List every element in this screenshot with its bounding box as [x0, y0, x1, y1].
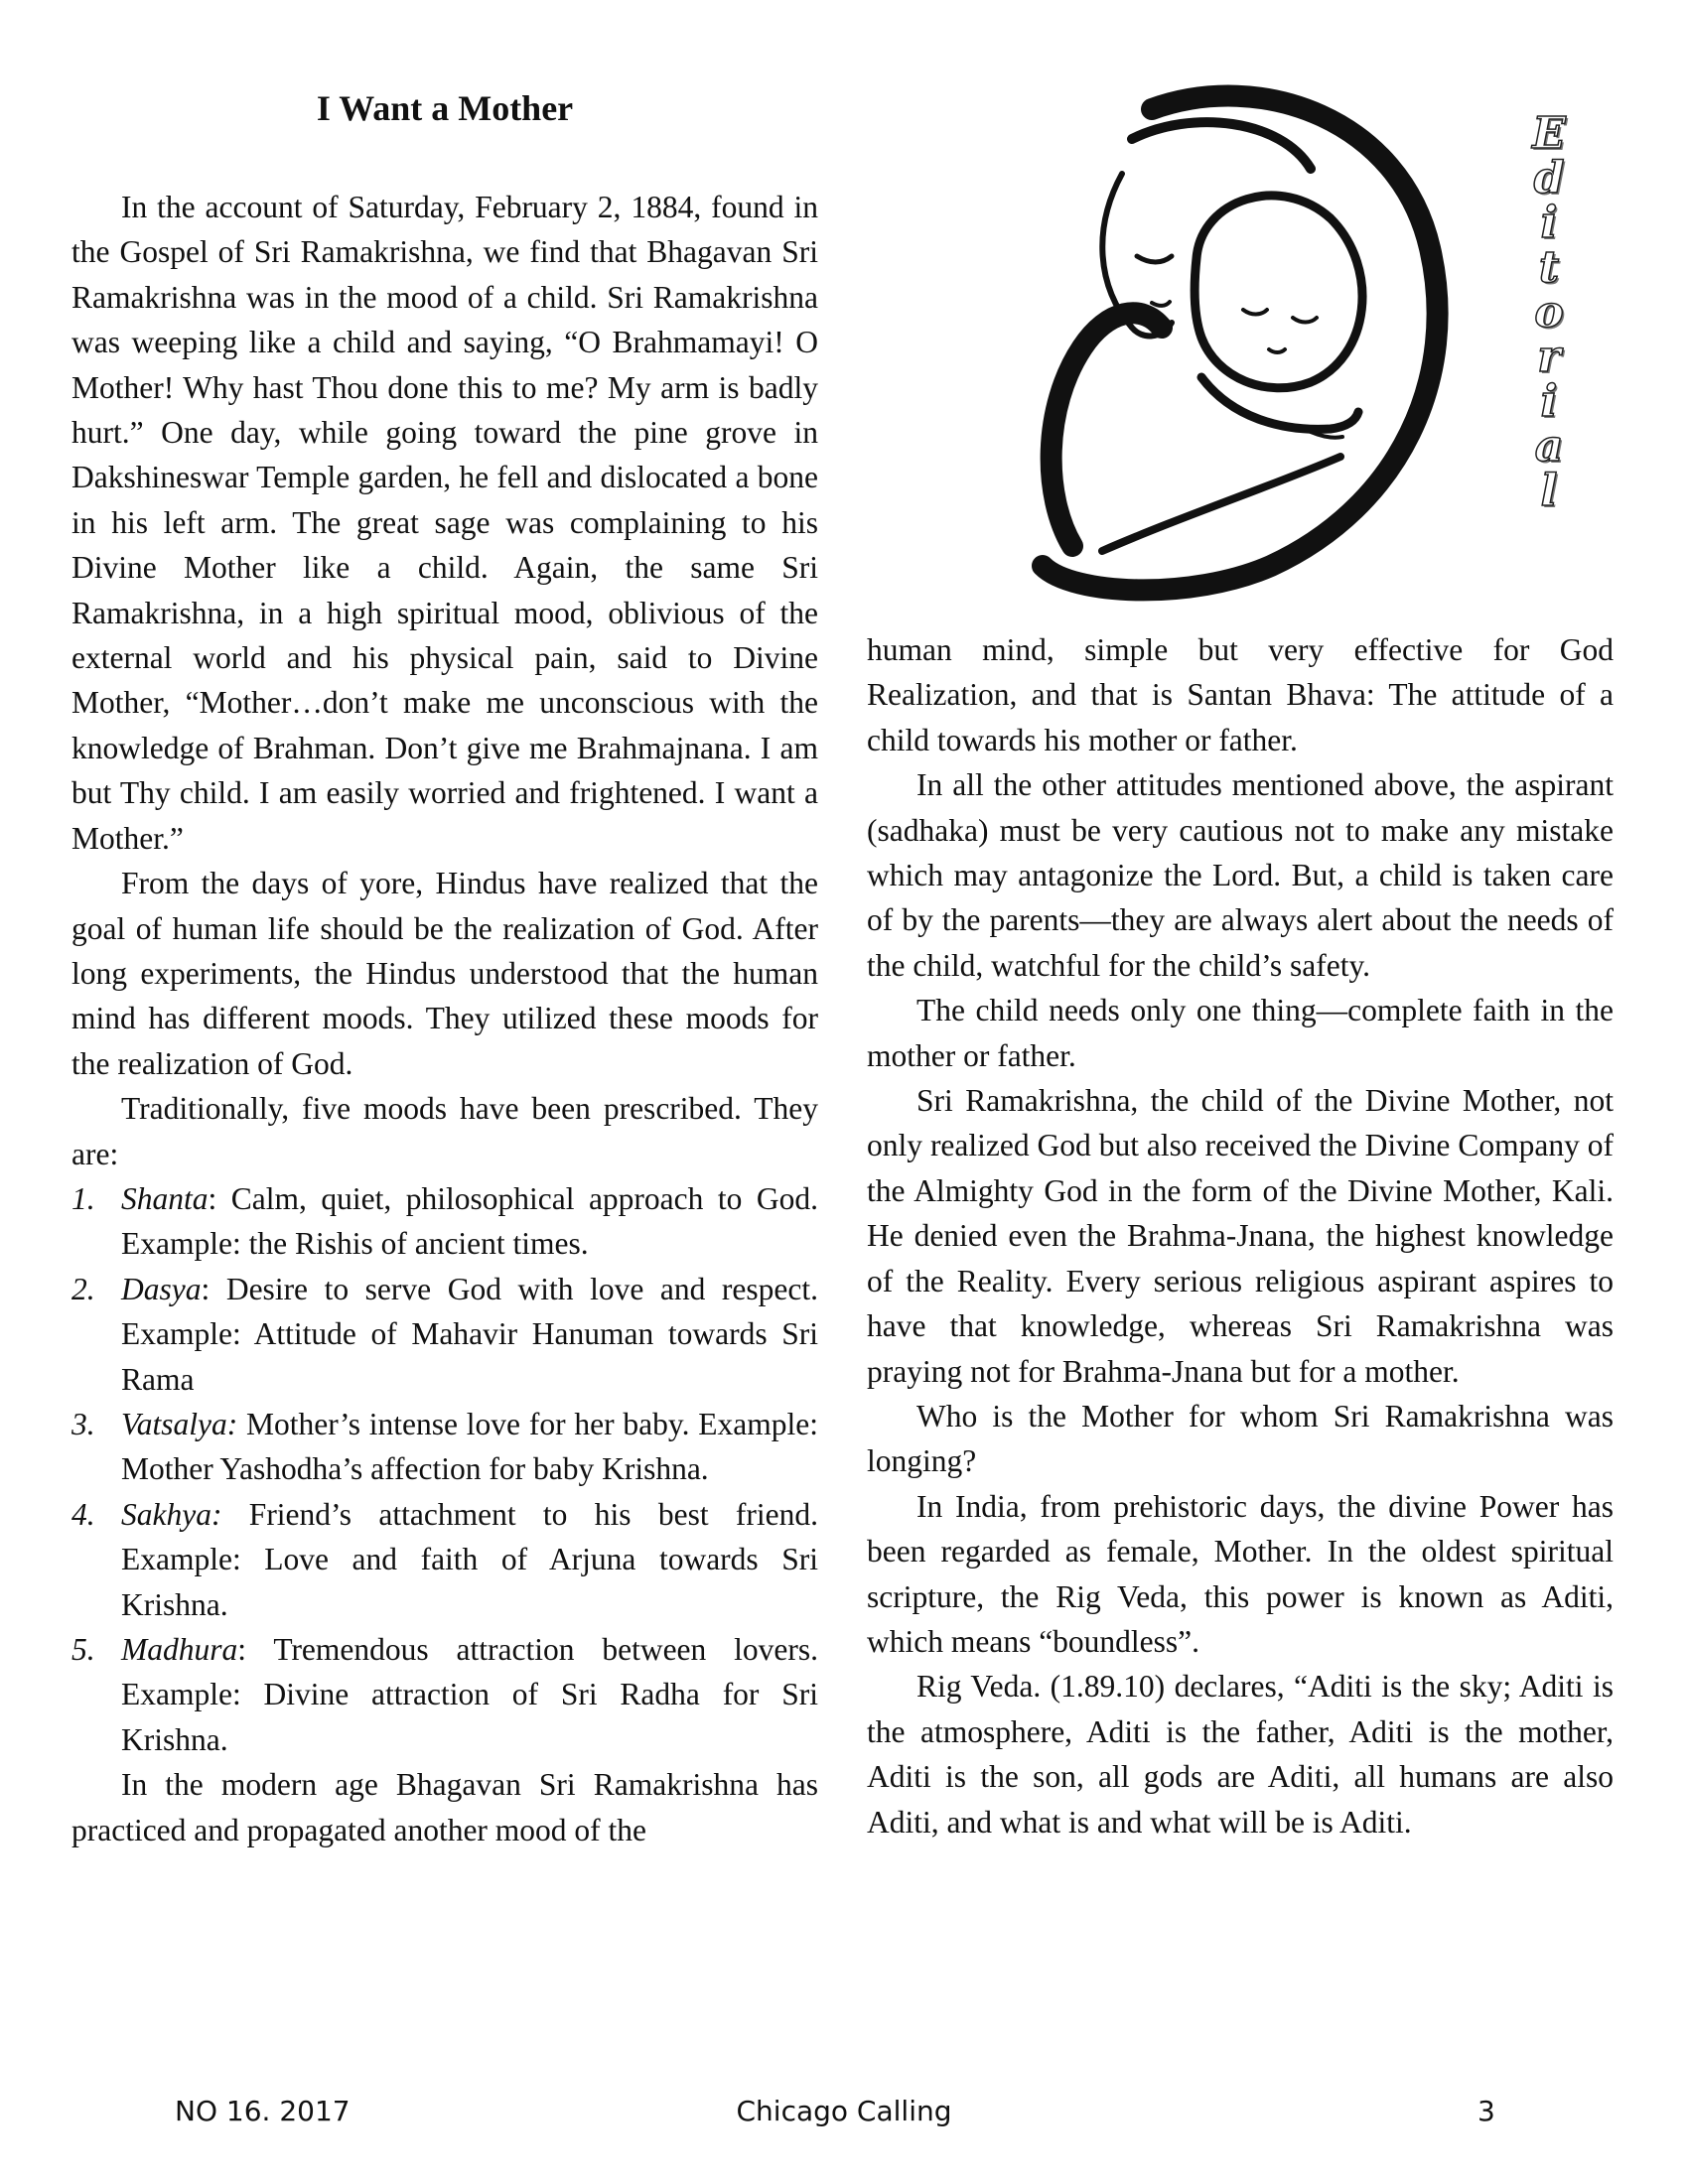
list-item: [71, 1402, 818, 1492]
mother-child-illustration: [1013, 79, 1470, 615]
list-number: 4.: [71, 1496, 95, 1532]
heading-letter: l: [1540, 466, 1558, 516]
list-number: 2.: [71, 1271, 95, 1306]
list-number: 3.: [71, 1406, 95, 1441]
list-item: [71, 1267, 818, 1402]
footer-publication: Chicago Calling: [736, 2095, 952, 2127]
paragraph: Rig Veda. (1.89.10) declares, “Aditi is the sky; Aditi is the atmosphere, Aditi is the father, Aditi is the mother, Aditi is the son, all gods are Aditi, all humans are also Aditi, and what is and what will be is Aditi.: [867, 1669, 1614, 1840]
paragraph: The child needs only one thing—complete faith in the mother or father.: [867, 993, 1614, 1073]
heading-letter: i: [1540, 198, 1558, 248]
list-item: [71, 1627, 818, 1762]
paragraph: In the modern age Bhagavan Sri Ramakrishna has practiced and propagated another mood of the: [71, 1767, 818, 1847]
mood-separator: :: [237, 1632, 274, 1667]
mood-term: Shanta: [121, 1180, 209, 1216]
list-item: [71, 1176, 818, 1267]
mood-description: Friend’s attachment to his best friend. Example: Love and faith of Arjuna towards Sri Krishna.: [121, 1496, 819, 1622]
mood-description: Mother’s intense love for her baby. Example: Mother Yashodha’s affection for baby Krishna.: [121, 1406, 818, 1487]
paragraph: Who is the Mother for whom Sri Ramakrishna was longing?: [867, 1398, 1614, 1479]
paragraph: In India, from prehistoric days, the divine Power has been regarded as female, Mother. In the oldest spiritual scripture, the Rig Veda, this power is known as Aditi, which means “boundless”.: [867, 1488, 1614, 1659]
mood-term: Madhura: [121, 1632, 238, 1667]
heading-letter: t: [1538, 242, 1560, 293]
list-number: 5.: [71, 1632, 95, 1667]
mood-term: Vatsalya:: [121, 1406, 238, 1441]
heading-letter: d: [1533, 153, 1565, 204]
mood-separator: :: [208, 1180, 231, 1216]
mood-term: Dasya: [121, 1271, 202, 1306]
paragraph: human mind, simple but very effective for God Realization, and that is Santan Bhava: The attitude of a child towards his mother or father.: [867, 632, 1614, 757]
mood-term: Sakhya:: [121, 1496, 222, 1532]
moods-list: [71, 1176, 818, 1762]
heading-letter: r: [1537, 332, 1561, 382]
footer-page-number: 3: [1477, 2095, 1495, 2127]
footer-issue: NO 16. 2017: [175, 2095, 351, 2127]
mood-separator: :: [201, 1271, 226, 1306]
list-number: 1.: [71, 1180, 95, 1216]
right-column: [867, 627, 1614, 1844]
heading-letter: i: [1540, 376, 1558, 427]
article-title: I Want a Mother: [316, 88, 574, 128]
heading-letter: a: [1534, 421, 1564, 472]
paragraph: In the account of Saturday, February 2, 1884, found in the Gospel of Sri Ramakrishna, we find that Bhagavan Sri Ramakrishna was in the mood of a child. Sri Ramakrishna was weeping like a child and saying, “O Brahmamayi! O Mother! Why hast Thou done this to me? My arm is badly hurt.” One day, while going toward the pine grove in Dakshineswar Temple garden, he fell and dislocated a bone in his left arm. The great sage was complaining to his Divine Mother like a child. Again, the same Sri Ramakrishna, in a high spiritual mood, oblivious of the external world and his physical pain, said to Divine Mother, “Mother…don’t make me unconscious with the knowledge of Brahman. Don’t give me Brahmajnana. I am but Thy child. I am easily worried and frightened. I want a Mother.”: [71, 190, 818, 856]
mood-description: Calm, quiet, philosophical approach to God. Example: the Rishis of ancient times.: [121, 1180, 818, 1262]
mood-separator: [237, 1407, 246, 1441]
list-item: [71, 1492, 818, 1627]
mood-description: Desire to serve God with love and respect. Example: Attitude of Mahavir Hanuman towards Sri Rama: [121, 1271, 818, 1397]
editorial-vertical-heading: [1527, 108, 1571, 516]
paragraph: In all the other attitudes mentioned above, the aspirant (sadhaka) must be very cautious not to make any mistake which may antagonize the Lord. But, a child is taken care of by the parents—they are always alert about the needs of the child, watchful for the child’s safety.: [867, 767, 1614, 983]
paragraph: Traditionally, five moods have been prescribed. They are:: [71, 1091, 818, 1171]
mood-description: Tremendous attraction between lovers. Example: Divine attraction of Sri Radha for Sri Krishna.: [121, 1632, 819, 1757]
heading-letter: E: [1532, 108, 1566, 159]
paragraph: Sri Ramakrishna, the child of the Divine Mother, not only realized God but also received the Divine Company of the Almighty God in the form of the Divine Mother, Kali. He denied even the Brahma-Jnana, the highest knowledge of the Reality. Every serious religious aspirant aspires to have that knowledge, whereas Sri Ramakrishna was praying not for Brahma-Jnana but for a mother.: [867, 1083, 1614, 1389]
heading-letter: o: [1534, 287, 1564, 338]
left-column: [71, 185, 818, 1852]
mood-separator: [221, 1497, 248, 1532]
paragraph: From the days of yore, Hindus have realized that the goal of human life should be the realization of God. After long experiments, the Hindus understood that the human mind has different moods. They utilized these moods for the realization of God.: [71, 866, 818, 1081]
